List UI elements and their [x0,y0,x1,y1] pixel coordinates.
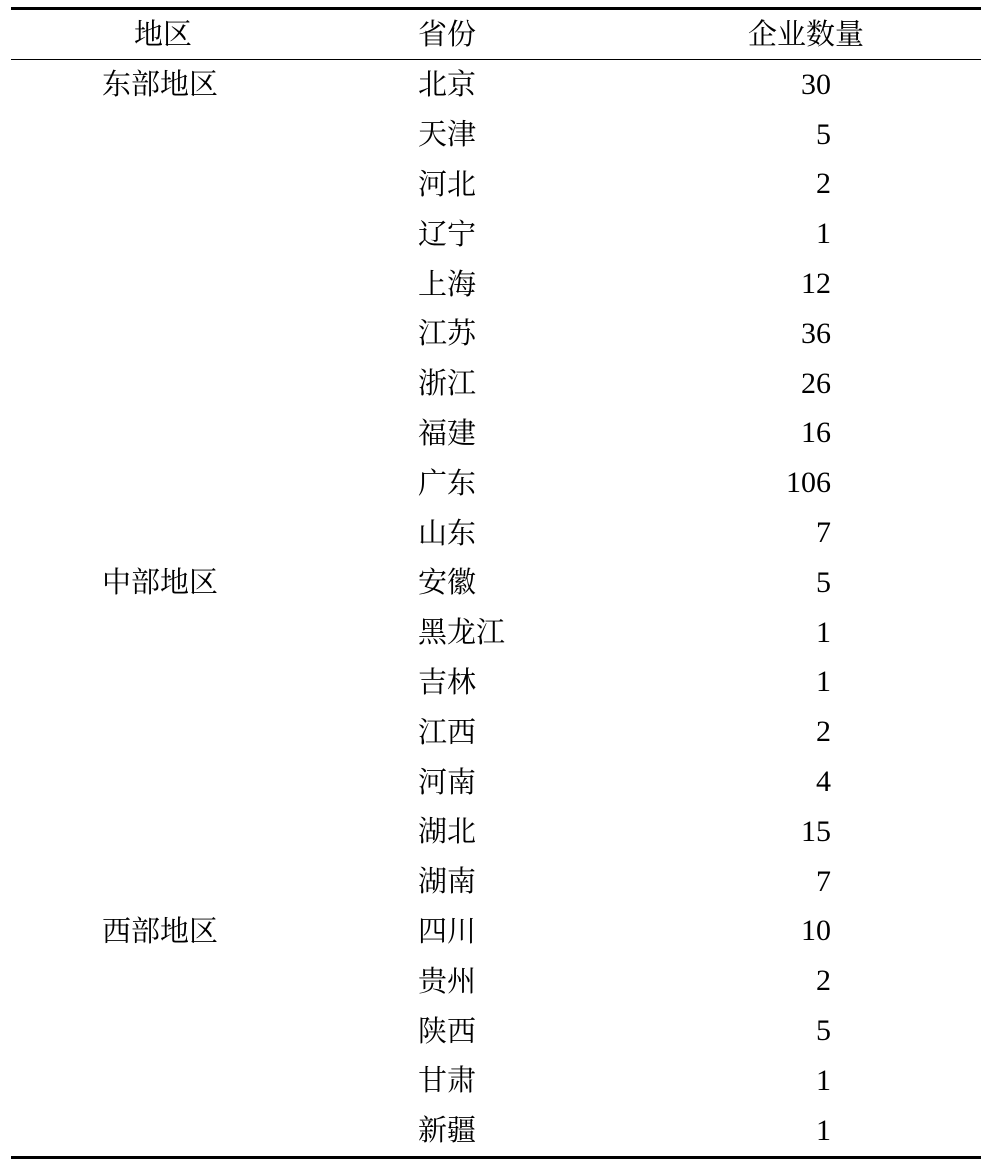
table-row [11,1056,981,1106]
province-cell: 黑龙江 [418,615,506,650]
table-row [11,907,981,957]
region-cell [102,1106,242,1156]
enterprise-count-table [11,7,981,1159]
table-row [11,110,981,160]
table-row [11,458,981,508]
region-cell [102,508,242,558]
count-cell: 1 [816,217,831,251]
province-cell: 新疆 [418,1113,477,1148]
table-row [11,956,981,1006]
count-cell: 1 [816,1113,831,1147]
province-cell: 山东 [418,515,477,550]
table-row [11,259,981,309]
region-cell [102,409,242,459]
count-cell: 5 [816,565,831,599]
table-row [11,707,981,757]
count-cell: 10 [801,914,831,948]
province-cell: 北京 [418,67,477,102]
count-cell: 30 [801,67,831,101]
region-cell [102,608,242,658]
region-cell [102,1006,242,1056]
region-cell [102,757,242,807]
count-cell: 5 [816,1014,831,1048]
count-cell: 15 [801,814,831,848]
region-cell [102,359,242,409]
table-row [11,409,981,459]
region-cell [102,857,242,907]
region-cell [102,209,242,259]
province-cell: 四川 [418,913,477,948]
header-count: 企业数量 [748,17,865,51]
region-cell [102,259,242,309]
table-row [11,608,981,658]
table-row [11,558,981,608]
province-cell: 贵州 [418,963,477,998]
count-cell: 1 [816,665,831,699]
count-cell: 1 [816,615,831,649]
count-cell: 2 [816,715,831,749]
region-cell [102,309,242,359]
table-row [11,209,981,259]
province-cell: 甘肃 [418,1063,477,1098]
count-cell: 2 [816,167,831,201]
table-row [11,160,981,210]
table-row [11,60,981,110]
table-row [11,807,981,857]
count-cell: 2 [816,964,831,998]
header-province: 省份 [418,17,477,51]
province-cell: 陕西 [418,1013,477,1048]
count-cell: 106 [786,466,831,500]
table-row [11,508,981,558]
region-cell [102,110,242,160]
table-row [11,1006,981,1056]
region-cell: 中部地区 [102,565,219,600]
region-cell [102,658,242,708]
table-row [11,658,981,708]
count-cell: 12 [801,267,831,301]
count-cell: 36 [801,316,831,350]
count-cell: 7 [816,516,831,550]
region-cell [102,707,242,757]
count-cell: 1 [816,1063,831,1097]
count-cell: 26 [801,366,831,400]
province-cell: 江西 [418,714,477,749]
table-row [11,359,981,409]
table-row [11,757,981,807]
province-cell: 辽宁 [418,216,477,251]
region-cell: 东部地区 [102,67,219,102]
province-cell: 安徽 [418,565,477,600]
count-cell: 5 [816,117,831,151]
province-cell: 江苏 [418,316,477,351]
province-cell: 河南 [418,764,477,799]
table-header-row [11,10,981,59]
province-cell: 上海 [418,266,477,301]
table-row [11,857,981,907]
province-cell: 福建 [418,415,477,450]
region-cell [102,807,242,857]
province-cell: 河北 [418,166,477,201]
count-cell: 7 [816,864,831,898]
region-cell [102,1056,242,1106]
count-cell: 16 [801,416,831,450]
region-cell [102,458,242,508]
province-cell: 天津 [418,117,477,152]
region-cell [102,956,242,1006]
province-cell: 湖南 [418,864,477,899]
table-row [11,309,981,359]
province-cell: 湖北 [418,814,477,849]
region-cell [102,160,242,210]
province-cell: 浙江 [418,366,477,401]
table-body [11,60,981,1156]
table-row [11,1106,981,1156]
count-cell: 4 [816,765,831,799]
province-cell: 广东 [418,465,477,500]
region-cell: 西部地区 [102,913,219,948]
table-bottom-rule [11,1156,981,1159]
header-region: 地区 [134,17,193,51]
province-cell: 吉林 [418,664,477,699]
